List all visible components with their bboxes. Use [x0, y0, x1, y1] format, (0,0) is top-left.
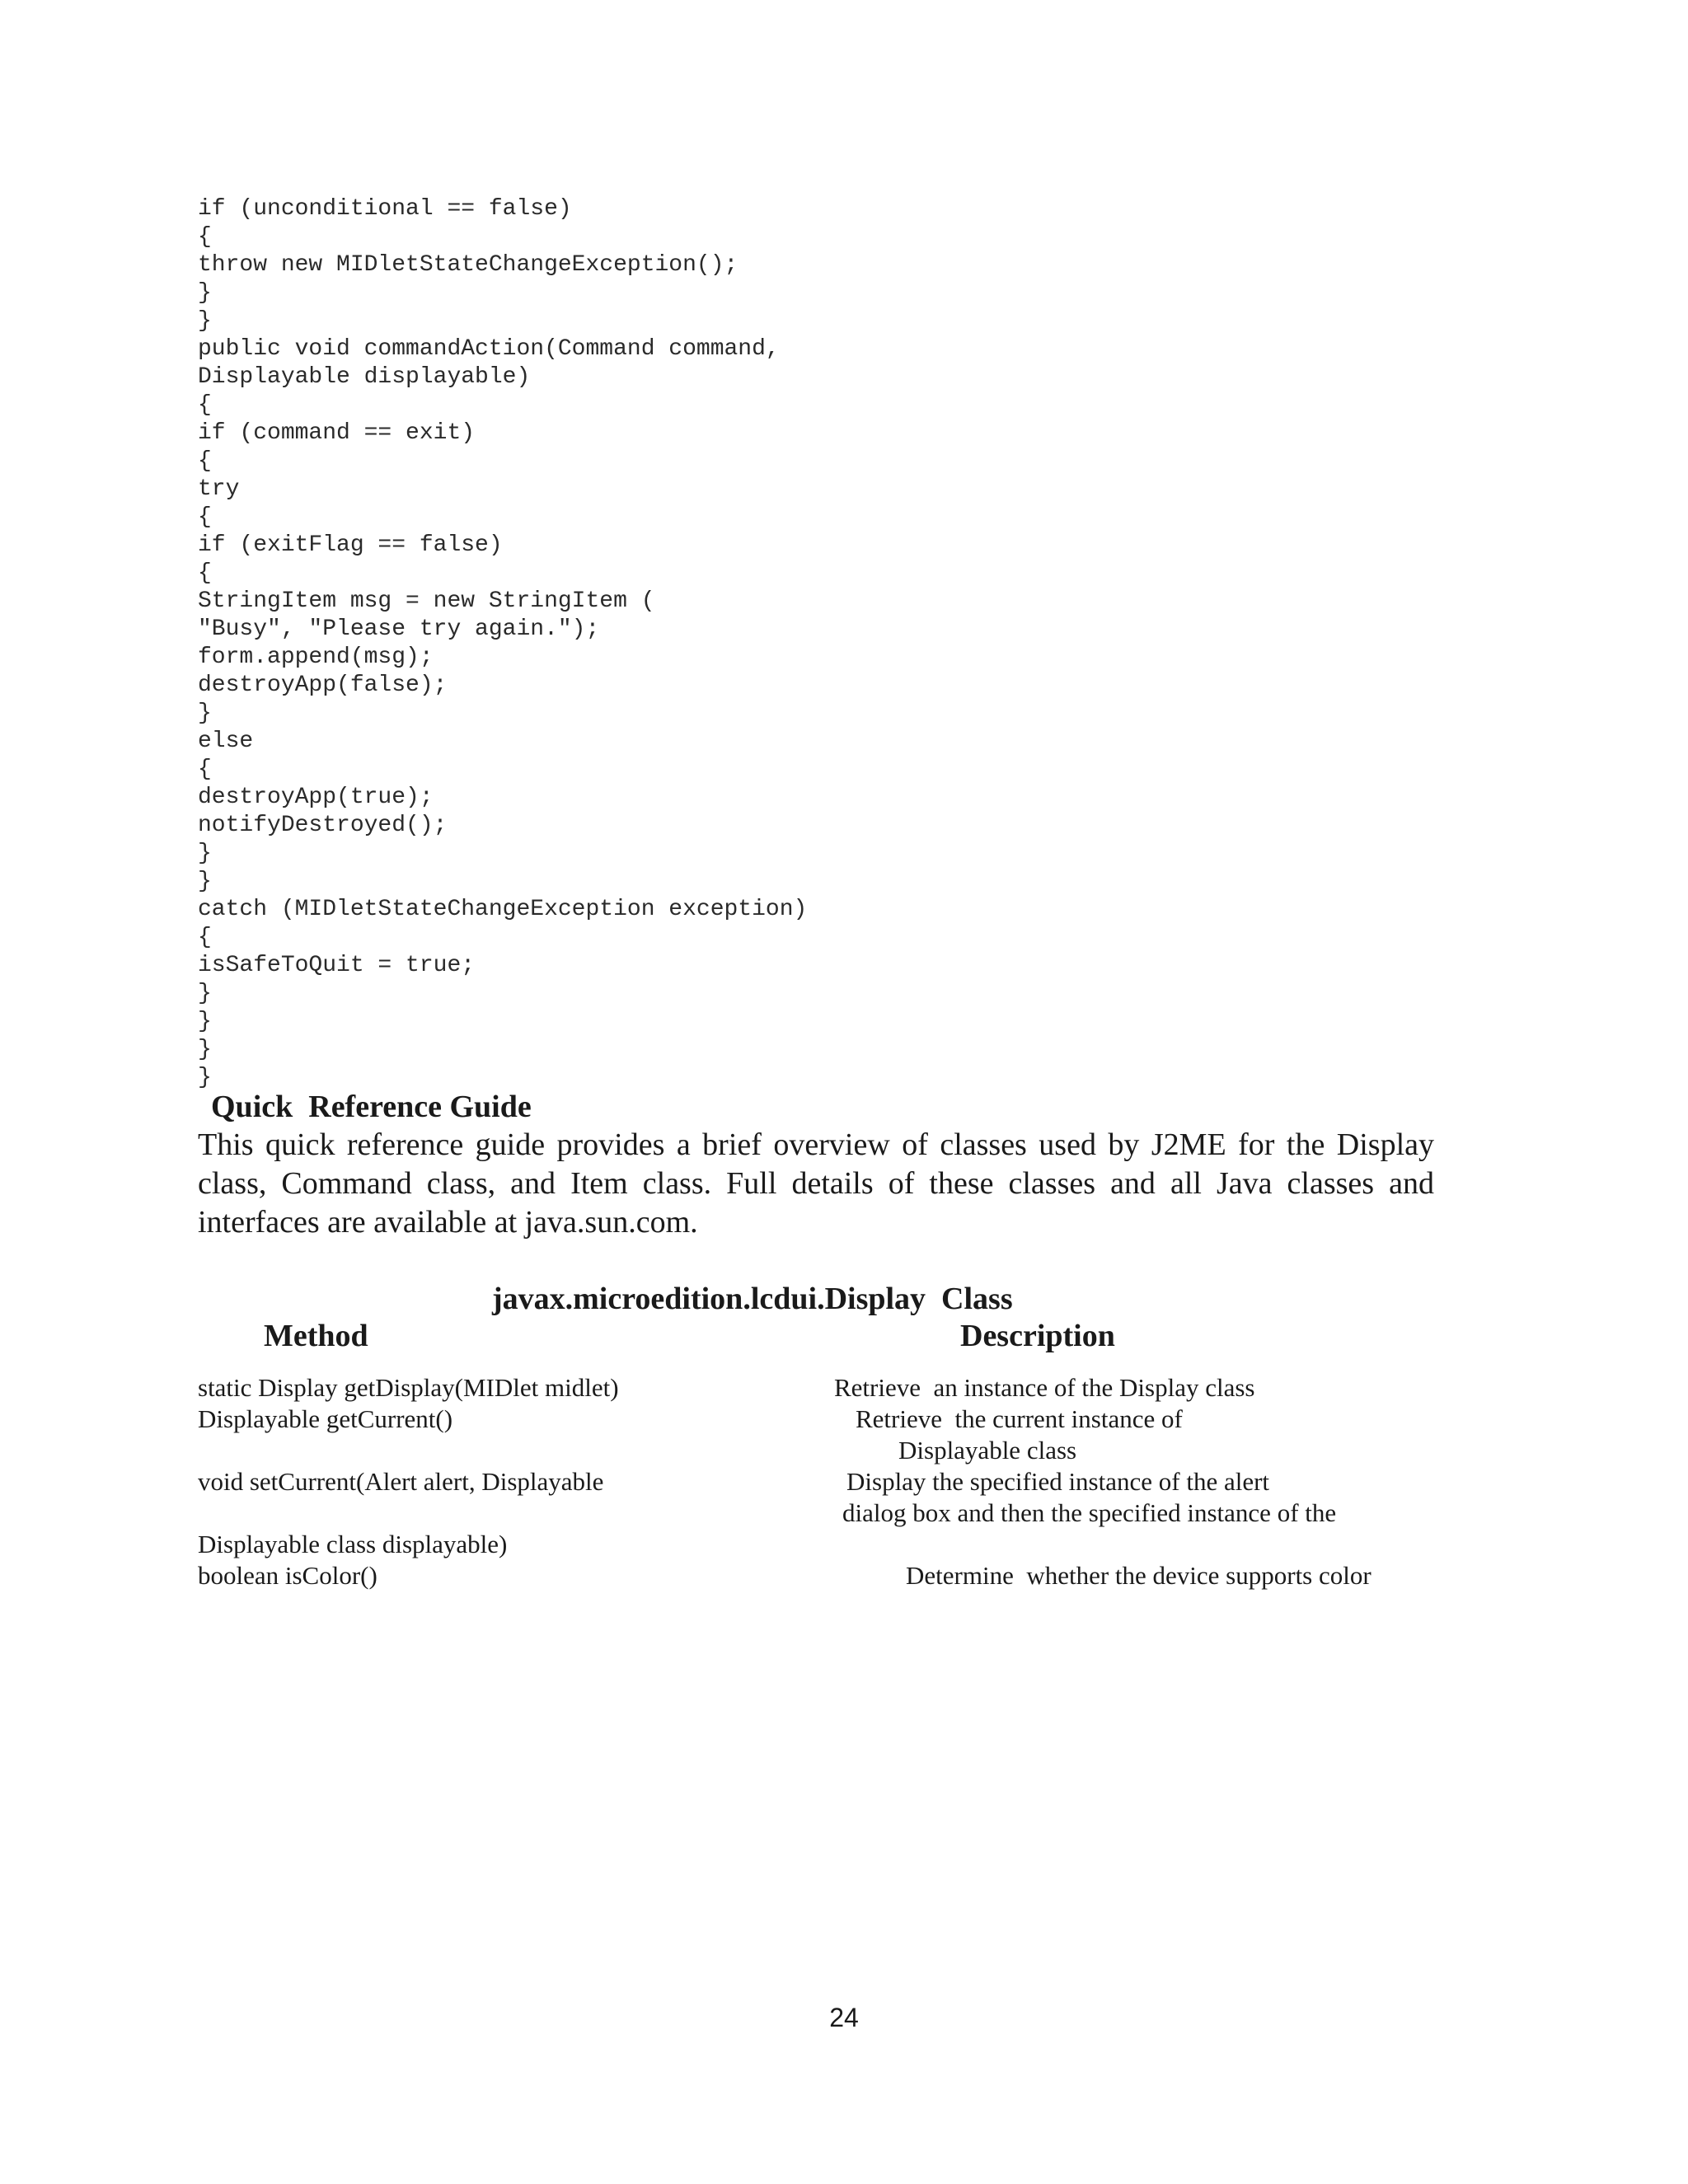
code-line: try — [198, 476, 240, 502]
description-getcurrent-line2: Displayable class — [898, 1436, 1077, 1465]
code-line: } — [198, 869, 212, 894]
code-line: { — [198, 925, 212, 950]
method-iscolor: boolean isColor() — [198, 1561, 377, 1590]
description-setcurrent-line1: Display the specified instance of the alert — [846, 1467, 1270, 1496]
code-line: } — [198, 701, 212, 726]
code-line: isSafeToQuit = true; — [198, 953, 476, 978]
code-line: destroyApp(false); — [198, 673, 448, 698]
description-setcurrent-line2: dialog box and then the specified instance of the — [842, 1498, 1337, 1527]
code-line: if (exitFlag == false) — [198, 532, 503, 558]
code-line: { — [198, 757, 212, 782]
code-line: catch (MIDletStateChangeException exception) — [198, 897, 808, 922]
description-iscolor: Determine whether the device supports color — [906, 1561, 1372, 1590]
section-heading: Quick Reference Guide — [211, 1090, 532, 1124]
intro-paragraph: This quick reference guide provides a brief overview of classes used by J2ME for the Display class, Command class, and Item class. Full details of these classes and all Java classes and interfaces are available at java.sun.com. — [198, 1127, 1434, 1240]
code-line: } — [198, 841, 212, 866]
code-line: { — [198, 392, 212, 418]
code-line: } — [198, 308, 212, 334]
class-title: javax.microedition.lcdui.Display Class — [492, 1282, 1013, 1316]
code-line: } — [198, 1065, 212, 1090]
method-column-header: Method — [264, 1319, 368, 1353]
code-line: destroyApp(true); — [198, 785, 434, 810]
method-getdisplay: static Display getDisplay(MIDlet midlet) — [198, 1373, 619, 1402]
code-line: form.append(msg); — [198, 644, 434, 670]
description-getdisplay: Retrieve an instance of the Display class — [834, 1373, 1255, 1402]
method-setcurrent-line1: void setCurrent(Alert alert, Displayable — [198, 1467, 604, 1496]
description-column-header: Description — [960, 1319, 1115, 1353]
code-line: if (command == exit) — [198, 420, 476, 446]
code-line: Displayable displayable) — [198, 364, 531, 390]
code-listing — [198, 195, 807, 1092]
code-line: "Busy", "Please try again."); — [198, 616, 600, 642]
code-line: else — [198, 729, 254, 754]
code-line: } — [198, 280, 212, 306]
code-line: throw new MIDletStateChangeException(); — [198, 252, 738, 278]
method-setcurrent-line2: Displayable class displayable) — [198, 1530, 508, 1558]
code-line: if (unconditional == false) — [198, 196, 572, 222]
code-line: } — [198, 1009, 212, 1034]
code-line: public void commandAction(Command command, — [198, 336, 780, 362]
code-line: { — [198, 224, 212, 250]
code-line: notifyDestroyed(); — [198, 813, 448, 838]
description-getcurrent-line1: Retrieve the current instance of — [856, 1404, 1183, 1433]
method-getcurrent: Displayable getCurrent() — [198, 1404, 453, 1433]
code-line: { — [198, 504, 212, 530]
code-line: } — [198, 1037, 212, 1062]
page-number: 24 — [829, 2003, 859, 2032]
code-line: } — [198, 981, 212, 1006]
code-line: { — [198, 560, 212, 586]
code-line: StringItem msg = new StringItem ( — [198, 588, 655, 614]
code-line: { — [198, 448, 212, 474]
